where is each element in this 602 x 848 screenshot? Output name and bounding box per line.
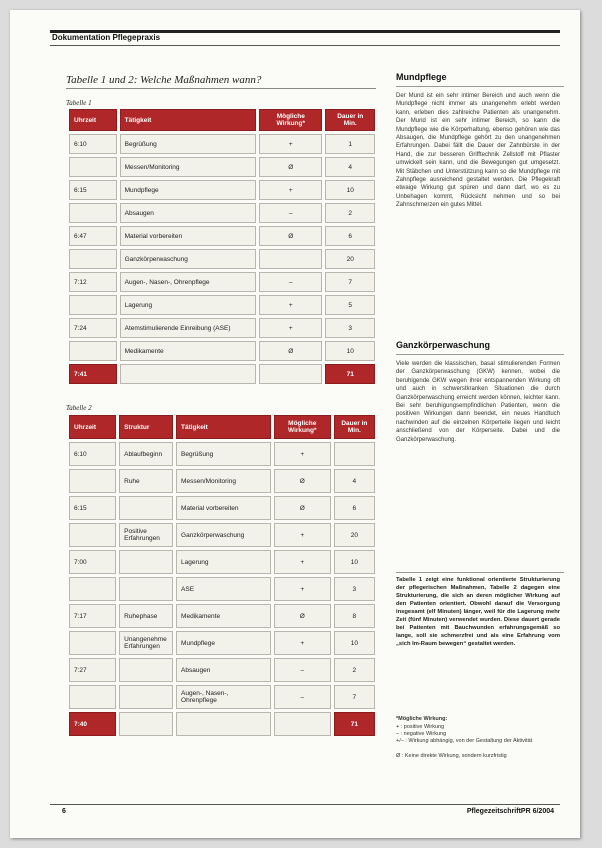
table-row-cell: 4 [325,157,375,177]
table-row-cell: 2 [325,203,375,223]
table-row-cell: Ø [259,226,322,246]
tables-title: Tabelle 1 und 2: Welche Maßnahmen wann? [66,74,262,86]
table-row [69,272,375,292]
table-row-cell: Positive Erfahrungen [119,523,173,547]
legend-item: Ø : Keine direkte Wirkung, sondern kurzfristig [396,753,507,759]
table-row-cell: – [274,658,331,682]
table-row-cell: + [259,295,322,315]
table-row-cell: 7:24 [69,318,117,338]
sidebar-rule-2 [396,354,564,355]
table-row [69,249,375,269]
table-total-cell [176,712,271,736]
table-row-cell: 2 [334,658,375,682]
table-row-cell: Augen-, Nasen-, Ohrenpflege [120,272,256,292]
table-header-cell: Struktur [119,415,173,439]
table-row-cell [69,203,117,223]
table-row-cell: Lagerung [120,295,256,315]
table-total-cell: 71 [334,712,375,736]
table-row [69,658,375,682]
table-row-cell: 7 [325,272,375,292]
table-row-cell: – [259,203,322,223]
table-row-cell [69,685,116,709]
table-row [69,523,375,547]
tables-note: Tabelle 1 zeigt eine funktional orientierte Strukturierung der pflegerischen Maßnahmen, Tabelle 2 dagegen eine Strukturierung, die sich an deren möglicher Wirkung auf den Patienten orientiert. Obwohl darauf die Versorgung insgesamt (elf Minuten) länger, weil für die Lagerung mehr Zeit (fünf Minuten) verwendet wurden. Diese dauert gerade bei Patienten mit Bauchwunden erfahrungsgemäß so lange, soll sie schmerzfrei und als eine Erfahrung vom „sich Im-Raum bewegen“ gestaltet werden. [396,577,560,647]
table-row-cell: Messen/Monitoring [176,469,271,493]
table-row-cell: Augen-, Nasen-, Ohrenpflege [176,685,271,709]
table-row-cell: 6:15 [69,180,117,200]
table-row [69,685,375,709]
table-row-cell: Material vorbereiten [176,496,271,520]
journal-footer: PflegezeitschriftPR 6/2004 [466,808,554,815]
table-row-cell: 6 [334,496,375,520]
table-header [69,109,375,131]
table-row-cell: 6:10 [69,442,116,466]
table-row [69,203,375,223]
table-header-cell: Dauer in Min. [334,415,375,439]
table-row-cell: – [274,685,331,709]
table-row-cell [69,341,117,361]
table-row [69,318,375,338]
sidebar-rule-3 [396,572,564,573]
table-row-cell: Medikamente [176,604,271,628]
table-row [69,295,375,315]
table-row [69,496,375,520]
table-row-cell: Ablaufbeginn [119,442,173,466]
table-row-cell: Begrüßung [176,442,271,466]
table-row-cell: + [259,134,322,154]
legend-title: *Mögliche Wirkung: [396,716,448,722]
table-total-cell [259,364,322,384]
table-row-cell: Ganzkörperwaschung [176,523,271,547]
table-total [69,712,375,736]
table-row-cell [69,157,117,177]
table-row-cell: Lagerung [176,550,271,574]
text-ganzkoerperwaschung: Viele werden die klassischen, basal stimulierenden Formen der Ganzkörperwaschung (GKW) kennen, wobei die beruhigende GKW wegen ihrer entspannenden Wirkung oft und auch in schwerstkranken Situationen die durch Ganzkörperwaschung erreicht werden können, leichter kann. Bei sehr beruhigungsempfindlichen Patienten, wenn die positiven Wirkungen dann beendet, ein neues Handtuch nachwinden auf die einzelnen Körperteile liegen und leicht anschließend von der Körperseite. Dabei und die Ganzkörperwaschung. [396,361,560,443]
table-row-cell: 10 [325,180,375,200]
table-row-cell [119,496,173,520]
table-row-cell: Ø [259,341,322,361]
table-row-cell [119,550,173,574]
table-row-cell: Mundpflege [176,631,271,655]
table-row-cell: 10 [325,341,375,361]
table-row-cell: + [274,442,331,466]
table-row-cell: Material vorbereiten [120,226,256,246]
table-header-cell: Uhrzeit [69,415,116,439]
table-row-cell: + [274,631,331,655]
table-row-cell: 6:15 [69,496,116,520]
table-header [69,415,375,439]
table-row [69,341,375,361]
table2-caption: Tabelle 2 [66,404,92,412]
table-header-cell: Mögliche Wirkung* [274,415,331,439]
heading-ganzkoerperwaschung: Ganzkörperwaschung [396,340,491,350]
table-total-cell [274,712,331,736]
table-header-cell: Dauer in Min. [325,109,375,131]
table-row-cell: Atemstimulierende Einreibung (ASE) [120,318,256,338]
table-header-cell: Uhrzeit [69,109,117,131]
table-row-cell: 5 [325,295,375,315]
table-row-cell: – [259,272,322,292]
table-row [69,631,375,655]
table1 [66,106,378,387]
table-row-cell: 4 [334,469,375,493]
table-row-cell: 6:47 [69,226,117,246]
table-row-cell: Ø [274,604,331,628]
table-row [69,577,375,601]
table-total [69,364,375,384]
table-total-cell [120,364,256,384]
table-row-cell: ASE [176,577,271,601]
table-row [69,134,375,154]
table-row-cell: Absaugen [120,203,256,223]
table-total-cell: 71 [325,364,375,384]
table-row-cell: Ø [274,469,331,493]
table-row-cell: 3 [334,577,375,601]
table-row-cell: Ruhephase [119,604,173,628]
table-row-cell: 7:17 [69,604,116,628]
table-row-cell: 10 [334,631,375,655]
table-total-cell [119,712,173,736]
footer-rule [50,804,560,805]
heading-mundpflege: Mundpflege [396,72,447,82]
table-row-cell: + [274,523,331,547]
table-row-cell: Mundpflege [120,180,256,200]
title-divider [66,88,376,89]
sidebar-rule-1 [396,86,564,87]
table-row [69,180,375,200]
table-row-cell: Messen/Monitoring [120,157,256,177]
table-row-cell [69,523,116,547]
table-row-cell: Begrüßung [120,134,256,154]
legend-item: +/– : Wirkung abhängig, von der Gestaltung der Aktivität [396,738,533,744]
table-row-cell: 7 [334,685,375,709]
table-row-cell [119,685,173,709]
table-row-cell [69,469,116,493]
table-row-cell [69,249,117,269]
table-row-cell: + [259,180,322,200]
table-header-cell: Tätigkeit [176,415,271,439]
table-row-cell: 20 [325,249,375,269]
table-row-cell: Ø [259,157,322,177]
table-row-cell: 7:00 [69,550,116,574]
table-row-cell [119,577,173,601]
table-total-cell: 7:41 [69,364,117,384]
table-row [69,469,375,493]
table-row-cell [334,442,375,466]
table-row-cell [69,577,116,601]
table-row-cell: 20 [334,523,375,547]
table-row-cell: 7:12 [69,272,117,292]
table-row [69,226,375,246]
table-row-cell: 10 [334,550,375,574]
table-row-cell: 3 [325,318,375,338]
table1-caption: Tabelle 1 [66,99,92,107]
table-header-cell: Mögliche Wirkung* [259,109,322,131]
table-row-cell: Ø [274,496,331,520]
table2 [66,412,378,739]
table-row-cell [259,249,322,269]
table-row-cell: 6 [325,226,375,246]
header-divider [50,45,560,46]
table-row-cell: + [274,550,331,574]
legend-item: – : negative Wirkung [396,731,447,737]
section-header: Dokumentation Pflegepraxis [52,33,161,42]
table-row-cell: 7:27 [69,658,116,682]
table-row-cell: Unangenehme Erfahrungen [119,631,173,655]
table-header-cell: Tätigkeit [120,109,256,131]
table-row [69,157,375,177]
table-row-cell: + [259,318,322,338]
text-mundpflege: Der Mund ist ein sehr intimer Bereich und auch wenn die Mundpflege nicht immer als unangenehm erlebt werden kann, erleben dies zahlreiche Patienten als unangenehm. Der Mund ist ein sehr intimer Bereich, so kann die Mundpflege wie die Körperhaltung, ebenso gehören wie das Absaugen, die Mundpflege gehört zu den unangenehmen Erfahrungen. Dabei fällt die Dauer der Zahnbürste in der Hand, die zur besseren Grifftechnik Zellstoff mit Pflaster umwickelt sein kann, und die Bewegungen gut umgesetzt. Mit Stäbchen und Unterstützung kann so die Mundpflege mit Zahnpflege ausreichend gestaltet werden. Die Pflegekraft etwaige Wirkung gut spüren und dann darf, wo es zu Unbehagen kommt, Rücksicht nehmen und so bei Zahnschmerzen ein gutes Mittel. [396,93,560,209]
table-total-cell: 7:40 [69,712,116,736]
table-row [69,550,375,574]
table-row-cell: Absaugen [176,658,271,682]
table-row-cell: Ganzkörperwaschung [120,249,256,269]
table-row-cell: + [274,577,331,601]
table-row-cell: Ruhe [119,469,173,493]
table-row [69,604,375,628]
page-number: 6 [62,808,66,815]
table-row-cell [69,295,117,315]
table-row-cell: 1 [325,134,375,154]
table-row [69,442,375,466]
table-row-cell [69,631,116,655]
table-row-cell: 6:10 [69,134,117,154]
table-row-cell: Medikamente [120,341,256,361]
table-row-cell: 8 [334,604,375,628]
table-row-cell [119,658,173,682]
legend-item: + : positive Wirkung [396,724,445,730]
